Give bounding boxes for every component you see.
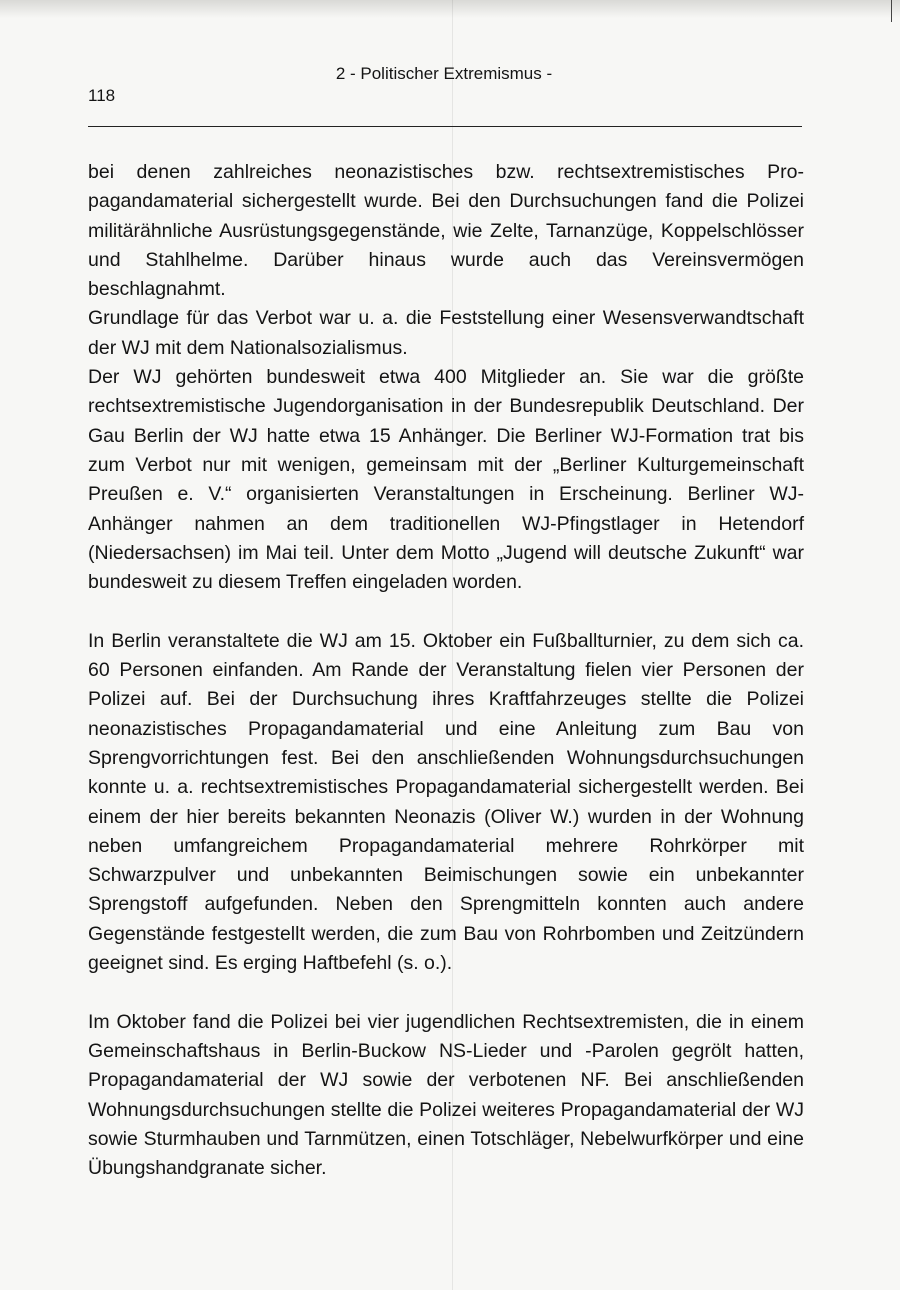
body-text bbox=[88, 158, 804, 1183]
running-header: 2 - Politischer Extremismus - bbox=[335, 64, 553, 83]
paragraph: Der WJ gehörten bundesweit etwa 400 Mitglieder an. Sie war die größte rechtsextremistische Jugendorganisation in der Bundesrepublik Deutschland. Der Gau Berlin der WJ hatte etwa 15 Anhänger. Die Berliner WJ-Formation trat bis zum Verbot nur mit wenigen, gemeinsam mit der „Berliner Kulturgemeinschaft Preußen e. V.“ organisierten Veranstaltungen in Erscheinung. Berliner WJ-Anhänger nahmen an dem traditionellen WJ-Pfingstlager in Hetendorf (Niedersachsen) im Mai teil. Unter dem Motto „Jugend will deutsche Zukunft“ war bundesweit zu diesem Treffen eingeladen worden. bbox=[88, 366, 804, 594]
page-number: 118 bbox=[88, 86, 116, 105]
paragraph: In Berlin veranstaltete die WJ am 15. Oktober ein Fußballturnier, zu dem sich ca. 60 Personen einfanden. Am Rande der Veranstaltung fielen vier Personen der Polizei auf. Bei der Durchsuchung ihres Kraftfahrzeuges stellte die Polizei neonazistisches Propagandamaterial und eine Anleitung zum Bau von Sprengvorrichtungen fest. Bei den anschließenden Wohnungsdurchsuchungen konnte u. a. rechtsextremistisches Propagandamaterial sichergestellt werden. Bei einem der hier bereits bekannten Neonazis (Oliver W.) wurden in der Wohnung neben umfangreichem Propagandamaterial mehrere Rohrkörper mit Schwarzpulver und unbekannten Beimischungen sowie ein unbekannter Sprengstoff aufgefunden. Neben den Sprengmitteln konnten auch andere Gegenstände festgestellt werden, die zum Bau von Rohrbomben und Zeitzündern geeignet sind. Es erging Haftbefehl (s. o.). bbox=[88, 629, 804, 975]
paragraph: Grundlage für das Verbot war u. a. die Feststellung einer Wesensverwandtschaft der WJ mit dem Nationalsozialismus. bbox=[88, 307, 804, 359]
scan-shadow bbox=[0, 0, 900, 18]
header-divider bbox=[88, 126, 802, 127]
paragraph: Im Oktober fand die Polizei bei vier jugendlichen Rechtsextremisten, die in einem Gemeinschaftshaus in Berlin-Buckow NS-Lieder und -Parolen gegrölt hatten, Propagandamaterial der WJ sowie der verbotenen NF. Bei anschließenden Wohnungsdurchsuchungen stellte die Polizei weiteres Propagandamaterial der WJ sowie Sturmhauben und Tarnmützen, einen Totschläger, Nebelwurfkörper und eine Übungshandgranate sicher. bbox=[88, 1010, 804, 1180]
paragraph: bei denen zahlreiches neonazistisches bzw. rechtsextremistisches Propagandamaterial sichergestellt wurde. Bei den Durchsuchungen fand die Polizei militärähnliche Ausrüstungsgegenstände, wie Zelte, Tarnanzüge, Koppelschlösser und Stahlhelme. Darüber hinaus wurde auch das Vereinsvermögen beschlagnahmt. bbox=[88, 161, 804, 301]
scan-edge-line bbox=[891, 0, 892, 22]
